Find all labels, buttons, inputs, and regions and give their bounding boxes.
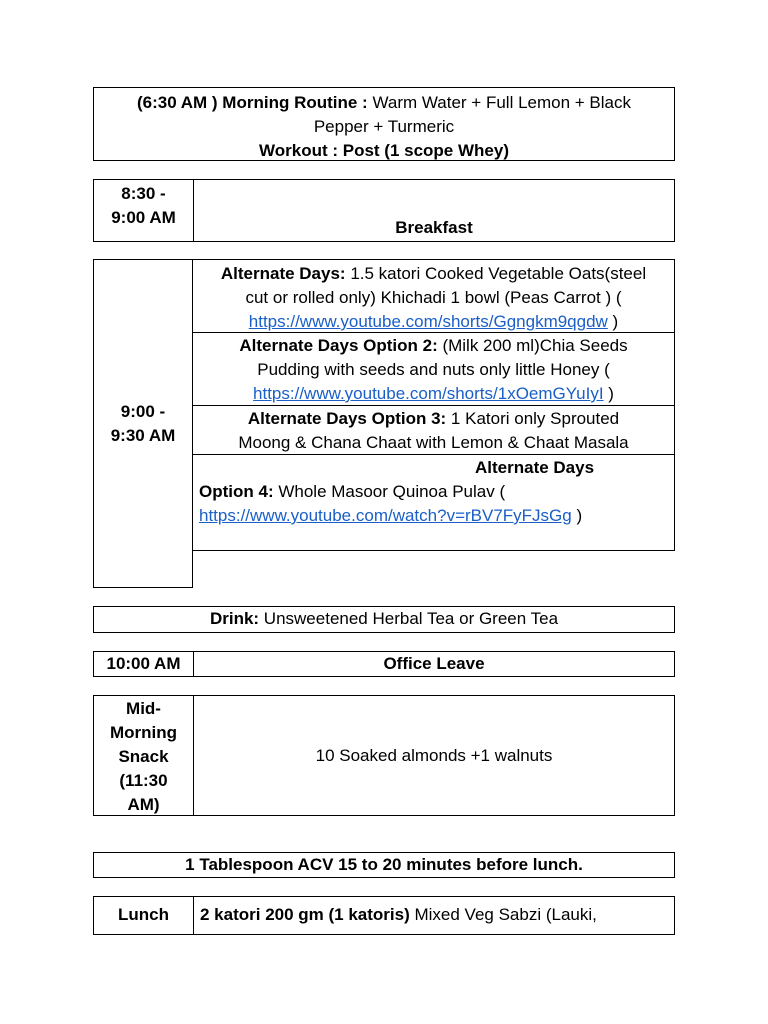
lunch-row <box>93 896 675 935</box>
options-time-line2: 9:30 AM <box>110 426 176 445</box>
option-3 <box>193 407 674 455</box>
row-divider <box>193 332 674 333</box>
breakfast-options-table <box>93 259 193 588</box>
workout-text: Workout : Post (1 scope Whey) <box>259 141 509 160</box>
morning-routine-time: (6:30 AM ) Morning Routine : <box>136 93 368 112</box>
option-1 <box>193 262 674 334</box>
breakfast-time-line1: 8:30 - <box>121 184 166 203</box>
option-2-text: (Milk 200 ml)Chia Seeds <box>437 336 628 355</box>
lunch-label: Lunch <box>118 905 169 924</box>
snack-label <box>94 697 193 817</box>
option-3-label: Alternate Days Option 3: <box>247 409 447 428</box>
lunch-dish: Mixed Veg Sabzi (Lauki, <box>409 905 597 924</box>
option-4 <box>199 456 674 528</box>
office-time: 10:00 AM <box>106 654 181 673</box>
options-time-line1: 9:00 - <box>120 402 166 421</box>
snack-label-line: (11:30 <box>119 771 168 790</box>
snack-row <box>93 695 675 816</box>
option-4-label-line1: Alternate Days <box>475 458 595 477</box>
option-2-label: Alternate Days Option 2: <box>239 336 438 355</box>
option-2-close: ) <box>603 384 614 403</box>
option-1-line2: cut or rolled only) Khichadi 1 bowl (Peas Carrot ) ( <box>245 288 622 307</box>
option-4-close: ) <box>571 506 583 525</box>
options-time-cell <box>94 400 192 448</box>
option-2-link[interactable]: https://www.youtube.com/shorts/1xOemGYuIyI <box>253 384 604 403</box>
acv-box: 1 Tablespoon ACV 15 to 20 minutes before lunch. <box>93 852 675 878</box>
option-1-close: ) <box>607 312 619 331</box>
option-2 <box>193 334 674 406</box>
breakfast-time-cell <box>94 180 193 230</box>
morning-routine-box <box>93 87 675 161</box>
snack-label-line: AM) <box>127 795 160 814</box>
option-1-label: Alternate Days: <box>220 264 346 283</box>
snack-label-line: Mid- <box>126 699 161 718</box>
morning-routine-line2: Pepper + Turmeric <box>313 117 455 136</box>
option-4-link[interactable]: https://www.youtube.com/watch?v=rBV7FyFJsGg <box>199 506 572 525</box>
option-3-line2: Moong & Chana Chaat with Lemon & Chaat Masala <box>238 433 629 452</box>
office-leave-row <box>93 651 675 677</box>
drink-label: Drink: <box>209 609 260 628</box>
drink-text: Unsweetened Herbal Tea or Green Tea <box>259 609 559 628</box>
snack-text: 10 Soaked almonds +1 walnuts <box>315 746 553 765</box>
snack-label-line: Snack <box>118 747 169 766</box>
breakfast-options-content <box>192 259 675 551</box>
drink-box <box>93 606 675 633</box>
morning-routine-line1 <box>94 91 674 115</box>
option-3-text: 1 Katori only Sprouted <box>446 409 620 428</box>
option-4-text: Whole Masoor Quinoa Pulav ( <box>273 482 506 501</box>
morning-routine-items: Warm Water + Full Lemon + Black <box>367 93 631 112</box>
lunch-quantity: 2 katori 200 gm (1 katoris) <box>200 905 410 924</box>
column-divider <box>193 897 194 934</box>
option-2-line2: Pudding with seeds and nuts only little Honey ( <box>257 360 610 379</box>
option-1-link[interactable]: https://www.youtube.com/shorts/Ggngkm9qgdw <box>248 312 608 331</box>
office-title: Office Leave <box>383 654 485 673</box>
row-divider <box>193 454 674 455</box>
option-1-text: 1.5 katori Cooked Vegetable Oats(steel <box>345 264 647 283</box>
option-4-label: Option 4: <box>199 482 274 501</box>
row-divider <box>193 405 674 406</box>
breakfast-time-line2: 9:00 AM <box>111 208 176 227</box>
snack-label-line: Morning <box>109 723 178 742</box>
breakfast-header-row <box>93 179 675 242</box>
lunch-text <box>200 903 674 927</box>
breakfast-title: Breakfast <box>395 218 473 237</box>
